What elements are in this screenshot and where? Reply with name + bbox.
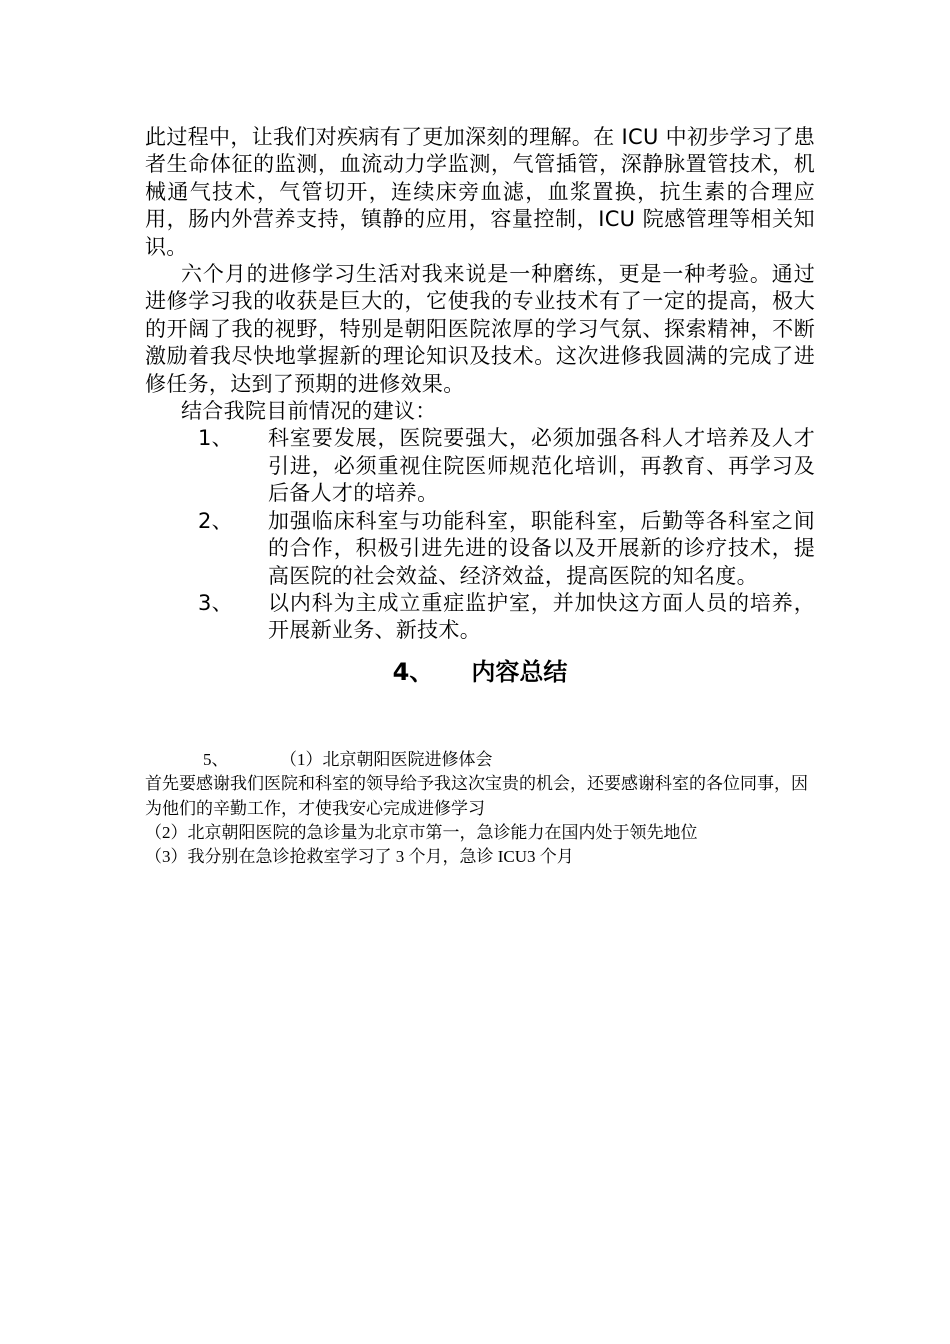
suggestion-list	[145, 425, 815, 644]
list-item-number: 2、	[198, 508, 233, 533]
summary-line-rotation: （3）我分别在急诊抢救室学习了 3 个月，急诊 ICU3 个月	[145, 847, 574, 867]
section-heading	[145, 656, 815, 688]
summary-block	[145, 748, 815, 869]
paragraph-suggestions-intro: 结合我院目前情况的建议：	[181, 399, 437, 424]
section-heading-title: 内容总结	[471, 658, 568, 686]
list-item	[145, 508, 815, 590]
list-item	[145, 590, 815, 645]
list-item-text: 科室要发展，医院要强大，必须加强各科人才培养及人才引进，必须重视住院医师规范化培训，再教育、再学习及后备人才的培养。	[268, 426, 815, 506]
summary-line-emergency-volume: （2）北京朝阳医院的急诊量为北京市第一，急诊能力在国内处于领先地位	[145, 822, 698, 842]
section-heading-number: 4、	[392, 658, 434, 686]
summary-number: 5、	[203, 750, 229, 769]
list-item	[145, 425, 815, 507]
paragraph-icu-learning: 此过程中，让我们对疾病有了更加深刻的理解。在 ICU 中初步学习了患者生命体征的监测，血流动力学监测，气管插管，深静脉置管技术，机械通气技术，气管切开，连续床旁血滤，血浆置换，抗生素的合理应用，肠内外营养支持，镇静的应用，容量控制，ICU 院感管理等相关知识。	[145, 125, 815, 259]
list-item-text: 加强临床科室与功能科室，职能科室，后勤等各科室之间的合作，积极引进先进的设备以及开展新的诊疗技术，提高医院的社会效益、经济效益，提高医院的知名度。	[268, 508, 815, 588]
list-item-text: 以内科为主成立重症监护室，并加快这方面人员的培养，开展新业务、新技术。	[268, 590, 815, 643]
paragraph-study-gains: 六个月的进修学习生活对我来说是一种磨练，更是一种考验。通过进修学习我的收获是巨大的，它使我的专业技术有了一定的提高，极大的开阔了我的视野，特别是朝阳医院浓厚的学习气氛、探索精神，不断激励着我尽快地掌握新的理论知识及技术。这次进修我圆满的完成了进修任务，达到了预期的进修效果。	[145, 262, 815, 396]
list-item-number: 3、	[198, 590, 233, 615]
summary-first-line	[145, 748, 815, 772]
body-text	[145, 124, 815, 645]
list-item-number: 1、	[198, 426, 233, 451]
summary-line-thanks: 首先要感谢我们医院和科室的领导给予我这次宝贵的机会，还要感谢科室的各位同事，因为他们的辛勤工作，才使我安心完成进修学习	[145, 774, 808, 818]
summary-first-text: （1）北京朝阳医院进修体会	[280, 750, 493, 769]
